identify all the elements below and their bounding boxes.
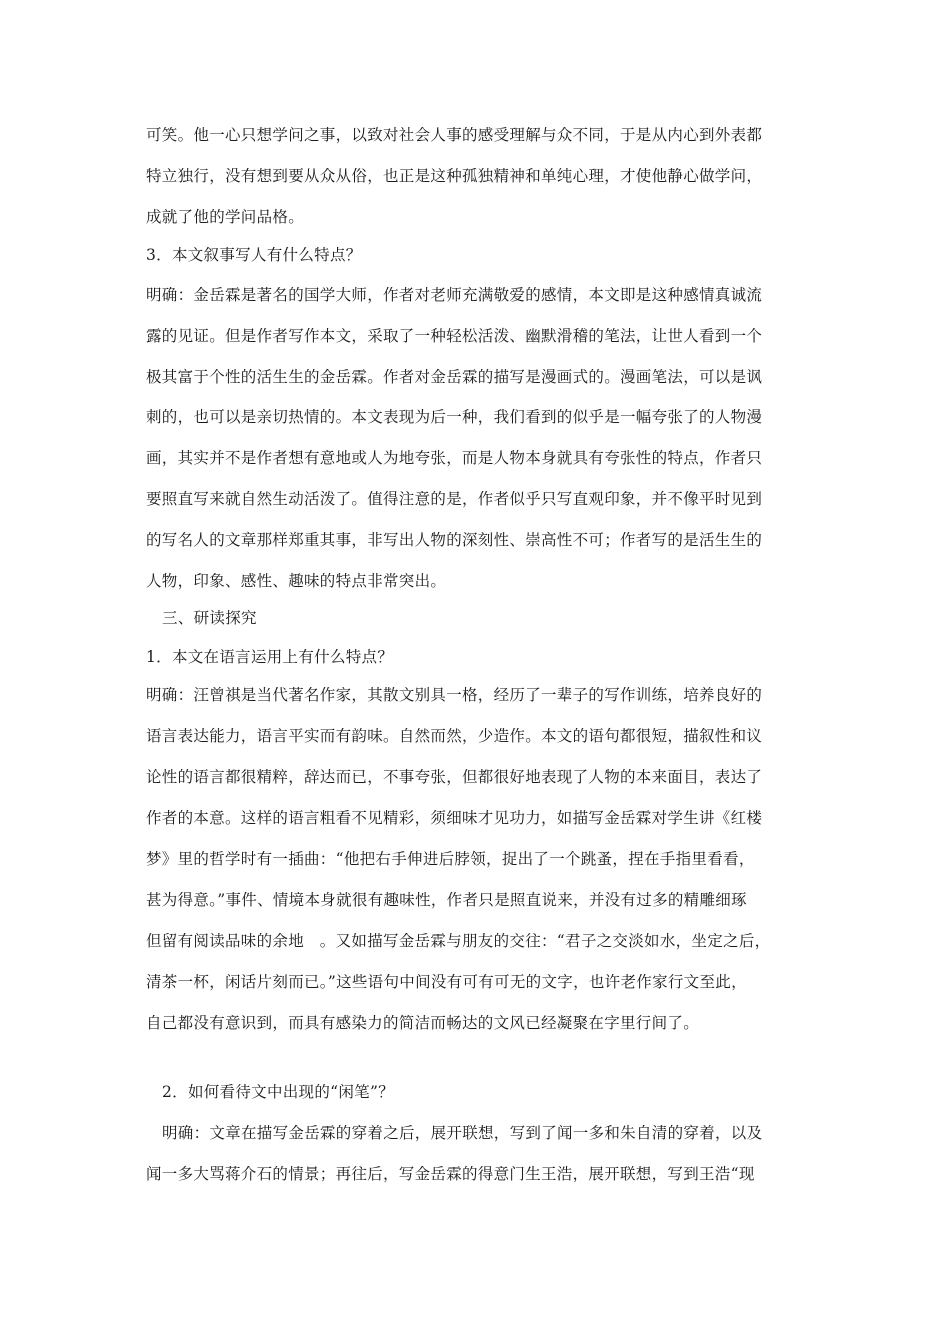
text-line: 的写名人的文章那样郑重其事，非写出人物的深刻性、崇高性不可；作者写的是活生生的	[146, 531, 763, 549]
text-line: 可笑。他一心只想学问之事，以致对社会人事的感受理解与众不同，于是从内心到外表都	[146, 126, 763, 144]
text-line: 画，其实并不是作者想有意地或人为地夸张，而是人物本身就具有夸张性的特点，作者只	[146, 449, 763, 467]
text-line: 自己都没有意识到，而具有感染力的简洁而畅达的文风已经凝聚在字里行间了。	[146, 1014, 700, 1032]
text-line: 明确：文章在描写金岳霖的穿着之后，展开联想，写到了闻一多和朱自清的穿着，以及	[162, 1124, 763, 1142]
text-line: 明确：汪曾祺是当代著名作家，其散文别具一格，经历了一辈子的写作训练，培养良好的	[146, 686, 763, 704]
question-heading: 2．如何看待文中出现的“闲笔”？	[162, 1083, 395, 1101]
question-heading: 1．本文在语言运用上有什么特点？	[146, 648, 394, 666]
text-line: 刺的，也可以是亲切热情的。本文表现为后一种，我们看到的似乎是一幅夸张了的人物漫	[146, 408, 763, 426]
text-line: 甚为得意。”事件、情境本身就很有趣味性，作者只是照直说来，并没有过多的精雕细琢	[146, 891, 747, 909]
text-line: 成就了他的学问品格。	[146, 208, 305, 226]
text-line: 闻一多大骂蒋介石的情景；再往后，写金岳霖的得意门生王浩，展开联想，写到王浩“现	[146, 1165, 755, 1183]
text-line: 清茶一杯，闲话片刻而已。”这些语句中间没有可有可无的文字，也许老作家行文至此，	[146, 973, 747, 991]
text-line: 论性的语言都很精粹，辞达而已，不事夸张，但都很好地表现了人物的本来面目，表达了	[146, 768, 763, 786]
text-line: 明确：金岳霖是著名的国学大师，作者对老师充满敬爱的感情，本文即是这种感情真诚流	[146, 286, 763, 304]
text-line: 梦》里的哲学时有一插曲：“他把右手伸进后脖领，捉出了一个跳蚤，捏在手指里看看，	[146, 850, 755, 868]
text-line: 特立独行，没有想到要从众从俗，也正是这种孤独精神和单纯心理，才使他静心做学问，	[146, 167, 763, 185]
text-line: 极其富于个性的活生生的金岳霖。作者对金岳霖的描写是漫画式的。漫画笔法，可以是讽	[146, 368, 763, 386]
text-line: 要照直写来就自然生动活泼了。值得注意的是，作者似乎只写直观印象，并不像平时见到	[146, 490, 763, 508]
section-heading: 三、研读探究	[162, 609, 257, 627]
text-line: 露的见证。但是作者写作本文，采取了一种轻松活泼、幽默滑稽的笔法，让世人看到一个	[146, 327, 763, 345]
text-line: 作者的本意。这样的语言粗看不见精彩，须细味才见功力，如描写金岳霖对学生讲《红楼	[146, 809, 763, 827]
text-line: 但留有阅读品味的余地 。又如描写金岳霖与朋友的交往：“君子之交淡如水，坐定之后，	[146, 932, 771, 950]
question-heading: 3．本文叙事写人有什么特点？	[146, 246, 362, 264]
text-line: 人物，印象、感性、趣味的特点非常突出。	[146, 572, 447, 590]
text-line: 语言表达能力，语言平实而有韵味。自然而然，少造作。本文的语句都很短，描叙性和议	[146, 727, 763, 745]
